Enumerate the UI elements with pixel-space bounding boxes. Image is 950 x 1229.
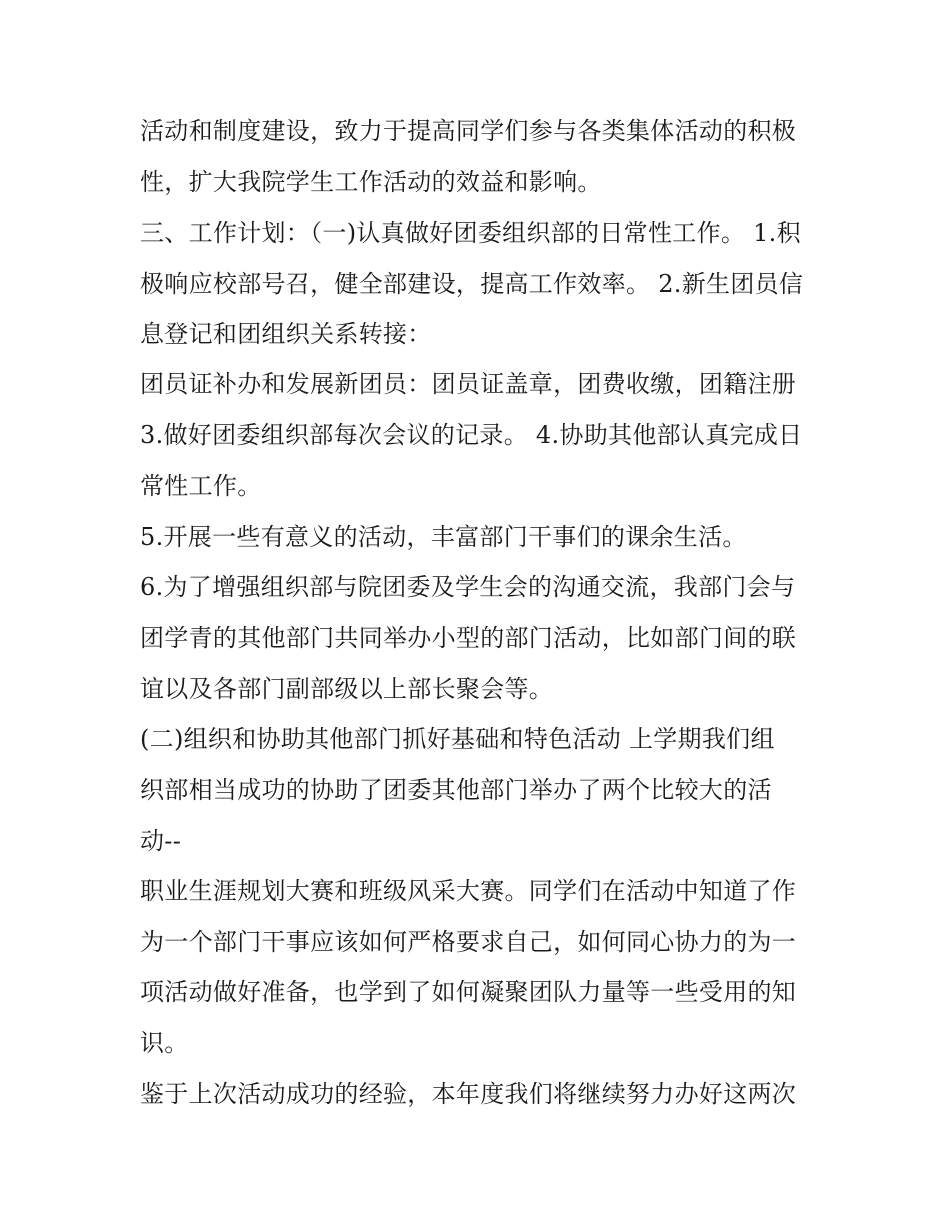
text-line: 团学青的其他部门共同举办小型的部门活动，比如部门间的联 xyxy=(140,624,797,652)
text-line: 活动和制度建设，致力于提高同学们参与各类集体活动的积极 xyxy=(140,117,797,145)
text-line: 项活动做好准备，也学到了如何凝聚团队力量等一些受用的知 xyxy=(140,978,797,1006)
text-line: 5.开展一些有意义的活动，丰富部门干事们的课余生活。 xyxy=(140,523,747,551)
text-line: 极响应校部号召，健全部建设，提高工作效率。 2.新生团员信 xyxy=(140,270,804,298)
text-line: 团员证补办和发展新团员：团员证盖章，团费收缴，团籍注册 xyxy=(140,370,797,398)
text-line: 职业生涯规划大赛和班级风采大赛。同学们在活动中知道了作 xyxy=(140,877,797,905)
text-line: 织部相当成功的协助了团委其他部门举办了两个比较大的活 xyxy=(140,776,772,804)
text-line: 3.做好团委组织部每次会议的记录。 4.协助其他部认真完成日 xyxy=(140,421,803,449)
text-line: 6.为了增强组织部与院团委及学生会的沟通交流，我部门会与 xyxy=(140,573,796,601)
text-line: 为一个部门干事应该如何严格要求自己，如何同心协力的为一 xyxy=(140,928,797,956)
text-line: 动-- xyxy=(140,827,182,855)
text-line: 性，扩大我院学生工作活动的效益和影响。 xyxy=(140,168,602,196)
text-line: (二)组织和协助其他部门抓好基础和特色活动 上学期我们组 xyxy=(140,725,775,753)
text-line: 谊以及各部门副部级以上部长聚会等。 xyxy=(140,675,554,703)
text-line: 常性工作。 xyxy=(140,472,262,500)
text-line: 三、工作计划：（一)认真做好团委组织部的日常性工作。 1.积 xyxy=(140,219,801,247)
text-line: 鉴于上次活动成功的经验，本年度我们将继续努力办好这两次 xyxy=(140,1080,797,1108)
text-line: 息登记和团组织关系转接： xyxy=(140,320,432,348)
text-line: 识。 xyxy=(140,1029,189,1057)
